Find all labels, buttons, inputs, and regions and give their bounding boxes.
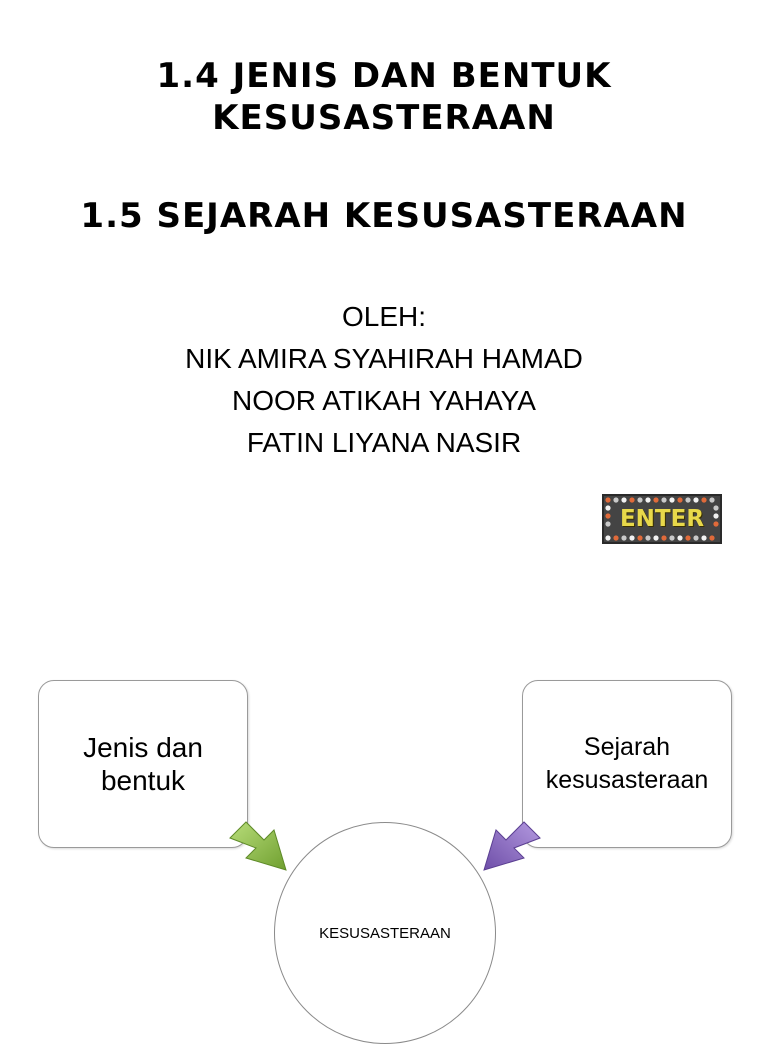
kesusasteraan-circle [274,822,496,1044]
author-name: NIK AMIRA SYAHIRAH HAMAD [185,343,583,374]
kesusasteraan-label: KESUSASTERAAN [319,924,451,942]
arrow-down-left-icon [476,808,546,878]
enter-button[interactable] [602,494,722,544]
jenis-bentuk-line-1: Jenis dan [83,732,203,763]
jenis-bentuk-box [38,680,248,848]
sejarah-box [522,680,732,848]
title-sejarah: 1.5 SEJARAH KESUSASTERAAN [80,196,688,236]
arrow-down-right-icon [224,808,294,878]
title-line-2: KESUSASTERAAN [212,98,556,138]
sejarah-line-1: Sejarah [583,733,671,761]
title-jenis-bentuk [0,55,768,139]
diagram-slide [0,600,768,1024]
author-name: NOOR ATIKAH YAHAYA [232,385,536,416]
title-line-1: 1.4 JENIS DAN BENTUK [156,56,612,96]
jenis-bentuk-line-2: bentuk [100,765,186,796]
authors-block [0,296,768,464]
enter-label: ENTER [619,506,705,532]
sejarah-line-2: kesusasteraan [545,766,709,794]
author-name: FATIN LIYANA NASIR [246,427,522,458]
oleh-label: OLEH: [341,301,427,332]
